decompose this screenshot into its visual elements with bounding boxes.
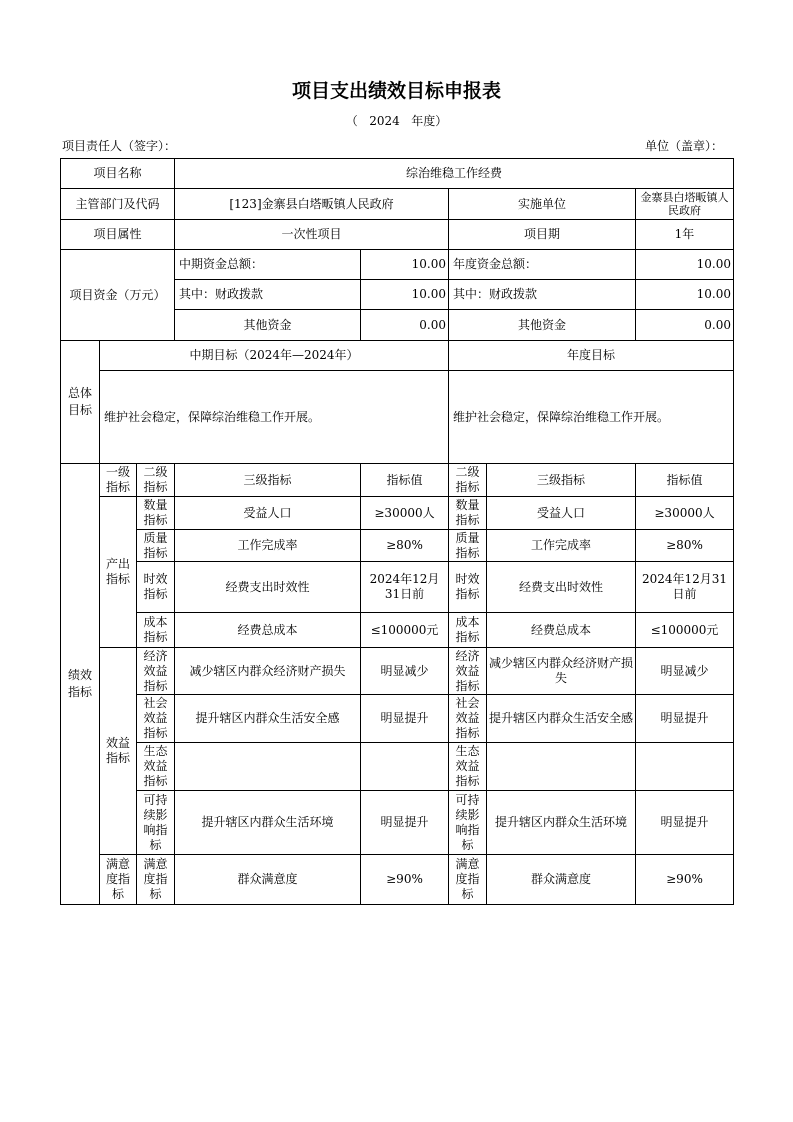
page-title: 项目支出绩效目标申报表: [291, 80, 501, 102]
yr-l3: 群众满意度: [487, 855, 636, 905]
l2: 可持续影响指标: [137, 791, 175, 855]
yr-val: ≥80%: [636, 530, 734, 562]
table-row: [61, 648, 734, 695]
mid-l3: 提升辖区内群众生活环境: [175, 791, 361, 855]
period-value: 1年: [636, 220, 734, 250]
mid-fiscal-value: 10.00: [361, 280, 449, 310]
funds-label: 项目资金（万元）: [61, 250, 175, 341]
mid-l3: 群众满意度: [175, 855, 361, 905]
mid-l3: 经费支出时效性: [175, 562, 361, 613]
goals-label: 总体目标: [61, 341, 100, 464]
table-row: [61, 562, 734, 613]
mid-l3: 减少辖区内群众经济财产损失: [175, 648, 361, 695]
mid-other-label: 其他资金: [175, 310, 361, 341]
project-name-label: 项目名称: [61, 159, 175, 189]
yr-val: ≥30000人: [636, 497, 734, 530]
mid-other-value: 0.00: [361, 310, 449, 341]
yr-l3: 提升辖区内群众生活环境: [487, 791, 636, 855]
year-goal-text: 维护社会稳定，保障综治维稳工作开展。: [449, 371, 734, 464]
table-row: [61, 743, 734, 791]
satisfaction-label: 满意度指标: [100, 855, 137, 905]
attr-label: 项目属性: [61, 220, 175, 250]
yr-l3: 经费总成本: [487, 613, 636, 648]
mid-l3: 工作完成率: [175, 530, 361, 562]
mid-val: 明显提升: [361, 791, 449, 855]
h-value-year: 指标值: [636, 464, 734, 497]
impl-value: 金寨县白塔畈镇人民政府: [636, 189, 734, 220]
mid-l3: 提升辖区内群众生活安全感: [175, 695, 361, 743]
mid-l3: [175, 743, 361, 791]
yr-l3: 提升辖区内群众生活安全感: [487, 695, 636, 743]
l2: 生态效益指标: [137, 743, 175, 791]
year-total-label: 年度资金总额：: [449, 250, 636, 280]
mid-fiscal-label: 其中：财政拨款: [175, 280, 361, 310]
unit-label: 单位（盖章）：: [644, 139, 723, 153]
mid-val: 明显减少: [361, 648, 449, 695]
yr-l3: 工作完成率: [487, 530, 636, 562]
performance-form-table: [60, 158, 734, 905]
year-fiscal-label: 其中：财政拨款: [449, 280, 636, 310]
h-level2: 二级指标: [137, 464, 175, 497]
yr-l2: 生态效益指标: [449, 743, 487, 791]
mid-goal-header: 中期目标（2024年—2024年）: [100, 341, 449, 371]
mid-val: ≥90%: [361, 855, 449, 905]
h-level3: 三级指标: [175, 464, 361, 497]
yr-val: [636, 743, 734, 791]
period-label: 项目期: [449, 220, 636, 250]
perf-label: 绩效指标: [61, 464, 100, 905]
responsible-label: 项目责任人（签字）：: [62, 139, 177, 153]
l2: 质量指标: [137, 530, 175, 562]
yr-val: 明显提升: [636, 695, 734, 743]
mid-val: ≤100000元: [361, 613, 449, 648]
mid-total-value: 10.00: [361, 250, 449, 280]
benefit-label: 效益指标: [100, 648, 137, 855]
table-row: [61, 855, 734, 905]
mid-l3: 经费总成本: [175, 613, 361, 648]
table-row: [61, 791, 734, 855]
mid-l3: 受益人口: [175, 497, 361, 530]
year-other-label: 其他资金: [449, 310, 636, 341]
yr-l3: 经费支出时效性: [487, 562, 636, 613]
project-name-value: 综治维稳工作经费: [175, 159, 734, 189]
mid-val: 明显提升: [361, 695, 449, 743]
h-value: 指标值: [361, 464, 449, 497]
table-row: [61, 613, 734, 648]
mid-val: ≥80%: [361, 530, 449, 562]
dept-value: [123]金寨县白塔畈镇人民政府: [175, 189, 449, 220]
h-level2-year: 二级指标: [449, 464, 487, 497]
yr-val: 明显提升: [636, 791, 734, 855]
table-row: [61, 497, 734, 530]
yr-val: ≤100000元: [636, 613, 734, 648]
yr-val: 明显减少: [636, 648, 734, 695]
mid-val: [361, 743, 449, 791]
yr-l3: [487, 743, 636, 791]
mid-goal-text: 维护社会稳定，保障综治维稳工作开展。: [100, 371, 449, 464]
l2: 社会效益指标: [137, 695, 175, 743]
table-row: [61, 695, 734, 743]
yr-val: 2024年12月31日前: [636, 562, 734, 613]
output-label: 产出指标: [100, 497, 137, 648]
impl-label: 实施单位: [449, 189, 636, 220]
yr-l2: 满意度指标: [449, 855, 487, 905]
year-line: （ 2024 年度）: [345, 114, 448, 128]
l2: 时效指标: [137, 562, 175, 613]
yr-l2: 社会效益指标: [449, 695, 487, 743]
yr-l2: 质量指标: [449, 530, 487, 562]
year-fiscal-value: 10.00: [636, 280, 734, 310]
h-level1: 一级指标: [100, 464, 137, 497]
yr-l2: 经济效益指标: [449, 648, 487, 695]
yr-l2: 数量指标: [449, 497, 487, 530]
table-row: [61, 530, 734, 562]
year-total-value: 10.00: [636, 250, 734, 280]
dept-label: 主管部门及代码: [61, 189, 175, 220]
l2: 满意度指标: [137, 855, 175, 905]
yr-l3: 减少辖区内群众经济财产损失: [487, 648, 636, 695]
yr-l2: 成本指标: [449, 613, 487, 648]
l2: 经济效益指标: [137, 648, 175, 695]
year-goal-header: 年度目标: [449, 341, 734, 371]
mid-val: ≥30000人: [361, 497, 449, 530]
h-level3-year: 三级指标: [487, 464, 636, 497]
year-other-value: 0.00: [636, 310, 734, 341]
mid-val: 2024年12月31日前: [361, 562, 449, 613]
mid-total-label: 中期资金总额：: [175, 250, 361, 280]
l2: 成本指标: [137, 613, 175, 648]
yr-l2: 可持续影响指标: [449, 791, 487, 855]
yr-val: ≥90%: [636, 855, 734, 905]
yr-l2: 时效指标: [449, 562, 487, 613]
yr-l3: 受益人口: [487, 497, 636, 530]
l2: 数量指标: [137, 497, 175, 530]
attr-value: 一次性项目: [175, 220, 449, 250]
